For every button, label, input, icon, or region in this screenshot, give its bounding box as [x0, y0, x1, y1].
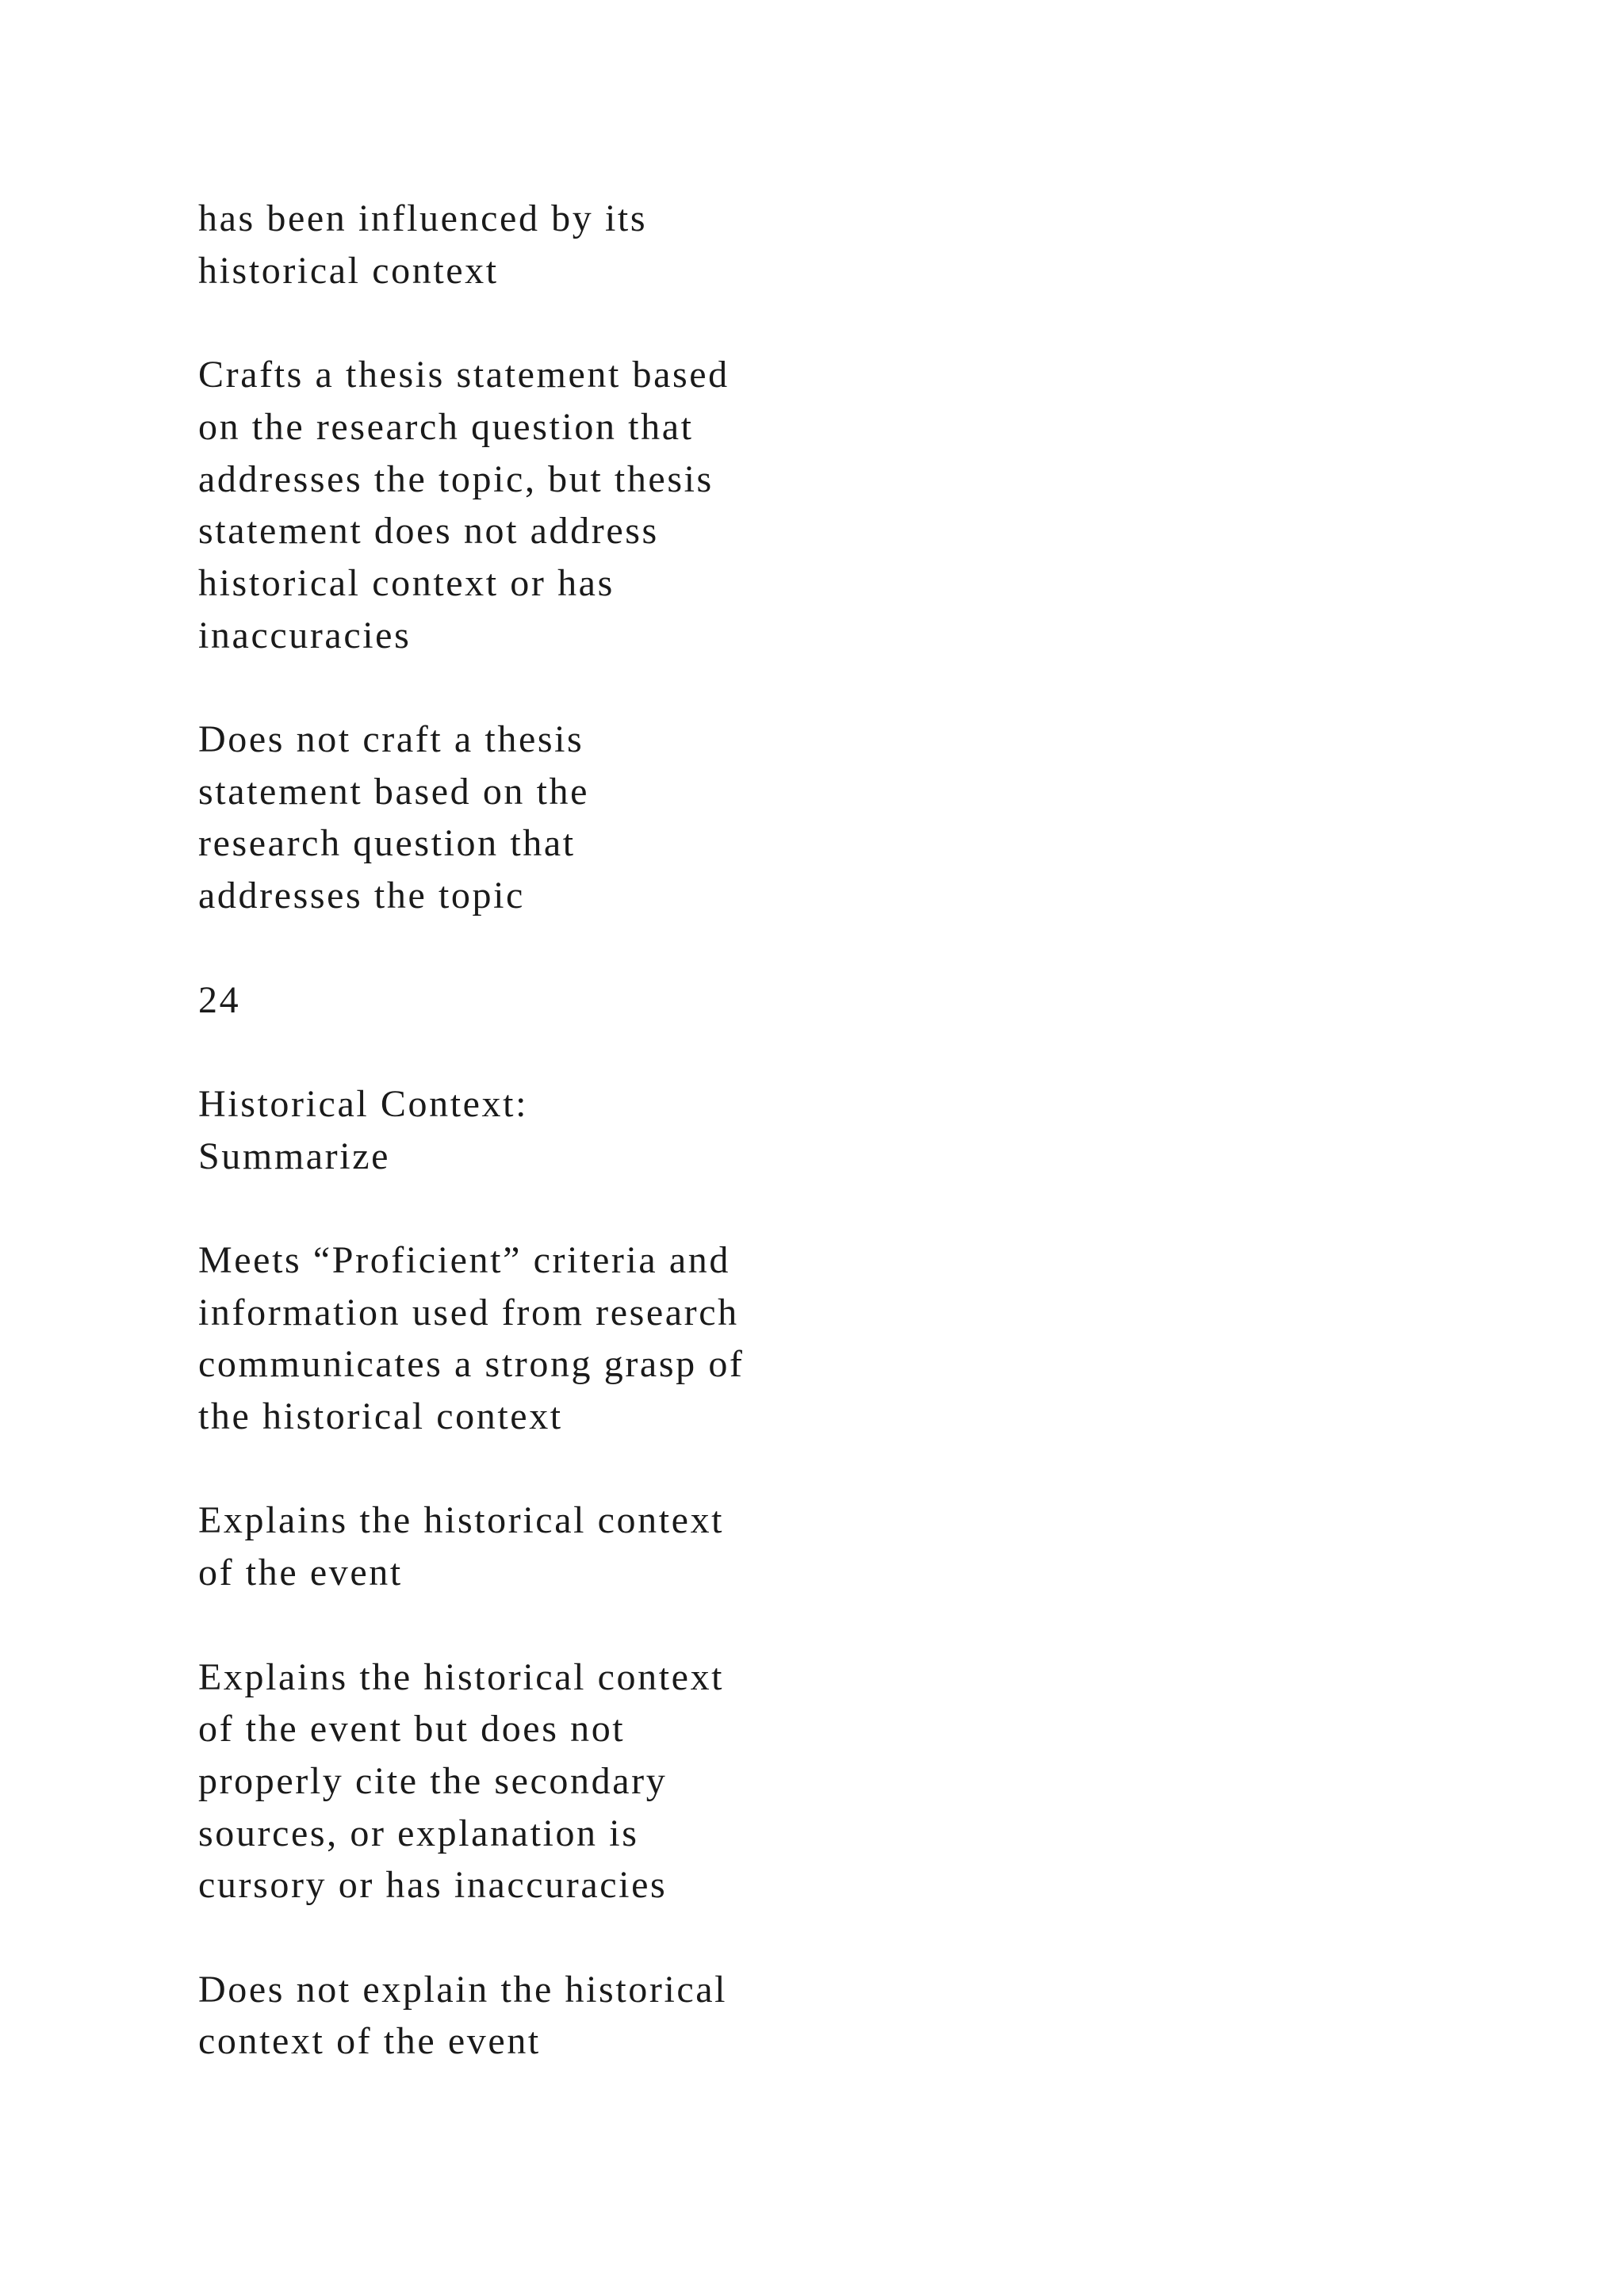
text-line: communicates a strong grasp of [198, 1343, 745, 1386]
text-column [198, 193, 1150, 2120]
paragraph-needs-improvement [198, 1651, 1150, 1912]
paragraph-exemplary [198, 1234, 1150, 1443]
text-line: Explains the historical context [198, 1499, 725, 1542]
paragraph-proficient [198, 1494, 1150, 1598]
points-value [198, 974, 1150, 1027]
text-line: has been influenced by its [198, 197, 648, 239]
text-line: statement based on the [198, 770, 590, 813]
text-line: Summarize [198, 1135, 391, 1177]
text-line: Does not explain the historical [198, 1968, 728, 2011]
text-line: the historical context [198, 1395, 563, 1438]
text-line: of the event [198, 1552, 403, 1594]
text-line: cursory or has inaccuracies [198, 1864, 668, 1907]
text-line: Crafts a thesis statement based [198, 354, 730, 396]
text-line: on the research question that [198, 405, 694, 448]
paragraph-thesis-missing [198, 714, 1150, 922]
paragraph-not-evident [198, 1964, 1150, 2068]
paragraph-thesis-partial [198, 349, 1150, 661]
text-line: research question that [198, 822, 576, 865]
text-line: Explains the historical context [198, 1655, 725, 1698]
text-line: of the event but does not [198, 1708, 626, 1751]
criterion-heading [198, 1078, 1150, 1182]
text-line: sources, or explanation is [198, 1812, 639, 1854]
text-line: Does not craft a thesis [198, 718, 584, 760]
text-line: 24 [198, 978, 241, 1021]
text-line: statement does not address [198, 510, 659, 553]
text-line: historical context [198, 249, 499, 292]
text-line: Historical Context: [198, 1082, 529, 1125]
text-line: information used from research [198, 1291, 739, 1334]
text-line: inaccuracies [198, 614, 412, 656]
text-line: historical context or has [198, 561, 615, 604]
text-line: context of the event [198, 2020, 541, 2063]
text-line: properly cite the secondary [198, 1759, 668, 1802]
text-line: Meets “Proficient” criteria and [198, 1238, 730, 1281]
paragraph-influenced-context [198, 193, 1150, 297]
text-line: addresses the topic [198, 874, 525, 917]
text-line: addresses the topic, but thesis [198, 457, 714, 500]
